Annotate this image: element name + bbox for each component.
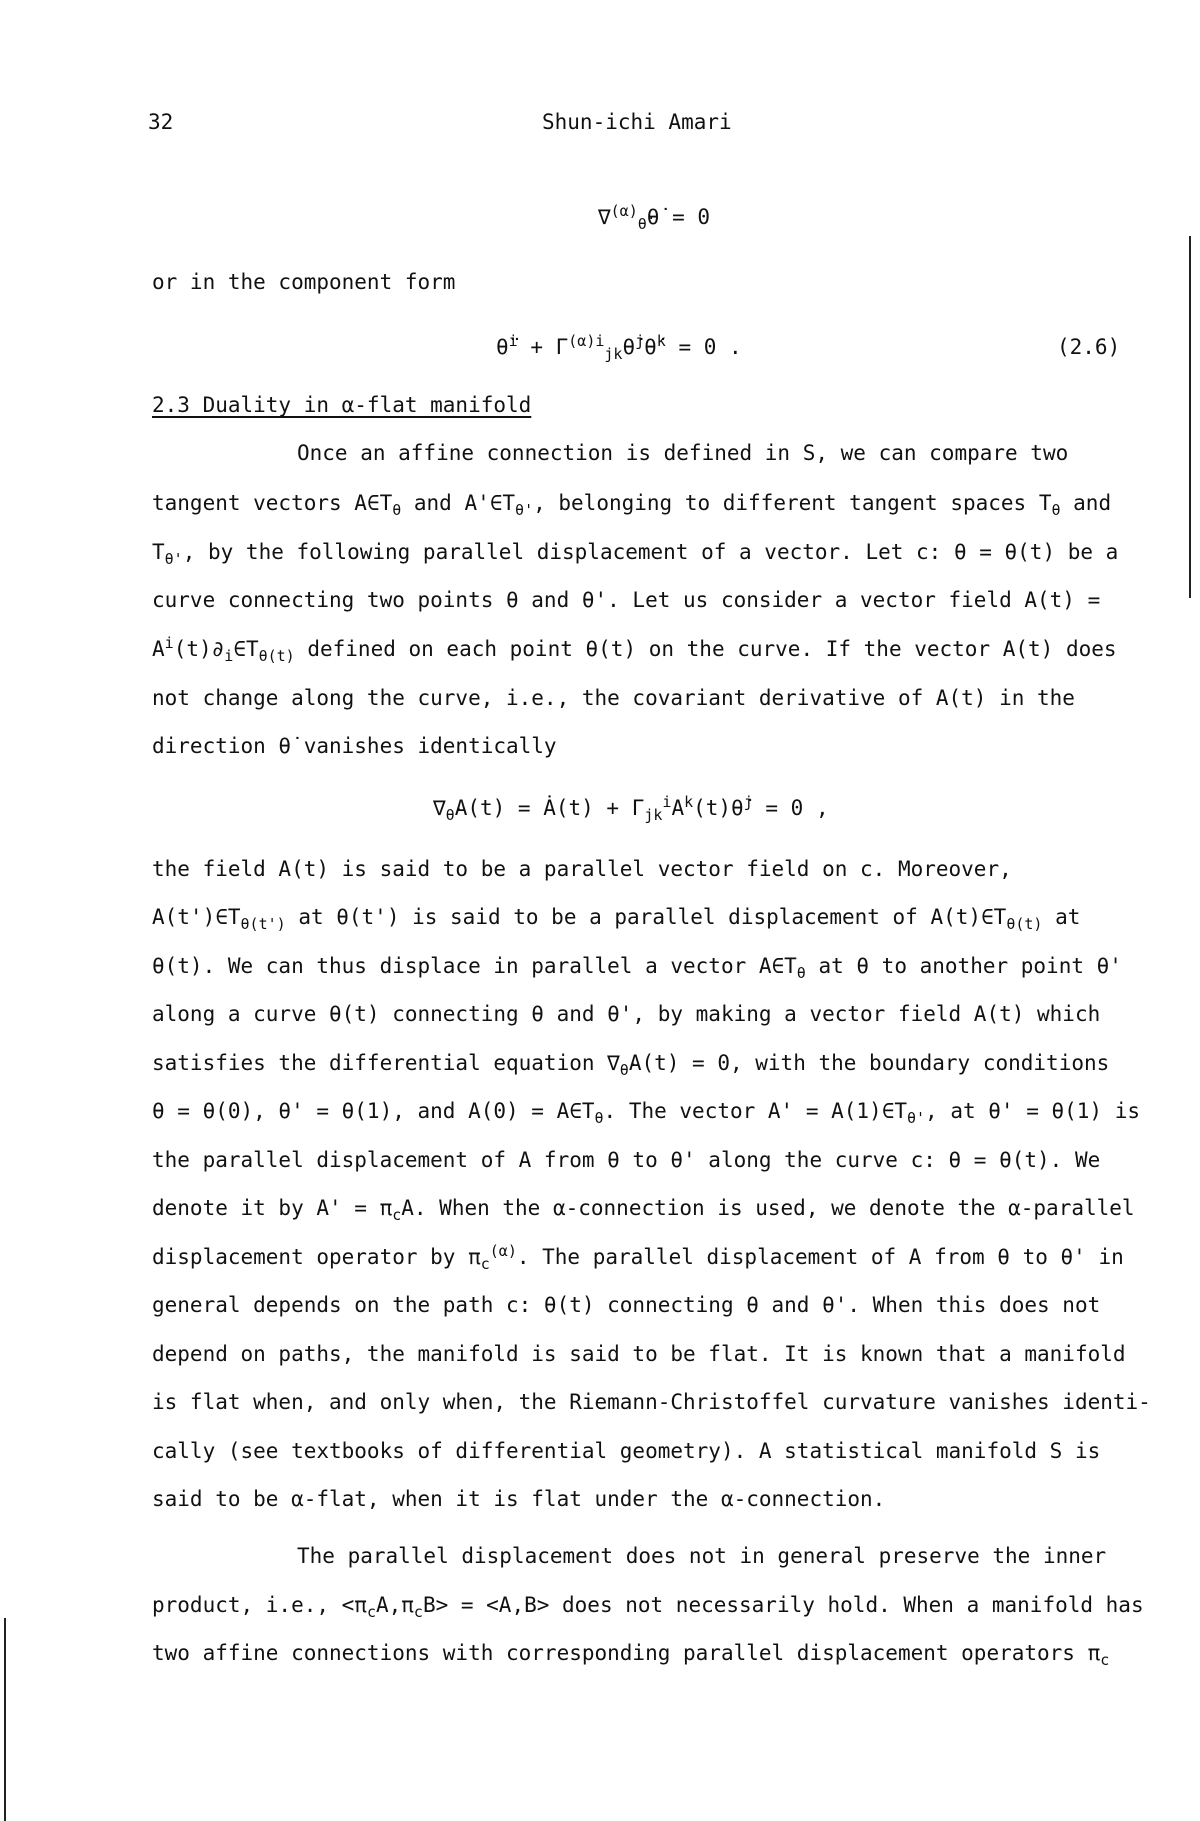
- text-sub: c: [480, 1255, 490, 1274]
- text-run: at θ to another point θ': [805, 954, 1122, 978]
- text-sub: θ': [164, 550, 183, 569]
- page-number: 32: [148, 110, 174, 134]
- p2-line-10: general depends on the path c: θ(t) connecting θ and θ'. When this does not: [152, 1293, 1101, 1317]
- eq-term: θ̇: [622, 335, 636, 359]
- p3-line-1: The parallel displacement does not in general preserve the inner: [297, 1544, 1107, 1568]
- text-run: θ(t). We can thus displace in parallel a vector A∈T: [152, 954, 797, 978]
- text-sub: θ: [1051, 501, 1061, 520]
- p1-line-2: [152, 491, 1112, 520]
- text-run: ∈T: [233, 637, 259, 661]
- section-heading: 2.3 Duality in α-flat manifold: [152, 393, 532, 417]
- text-sub: θ(t): [1006, 915, 1043, 934]
- text-run: and A'∈T: [401, 491, 516, 515]
- text-sub: θ': [515, 501, 534, 520]
- eq-rhs: θ̇ = 0: [646, 205, 710, 229]
- eq-sub: θ̇: [445, 806, 455, 825]
- p2-line-9: [152, 1242, 1124, 1274]
- eq-sup: (α)i: [568, 332, 605, 350]
- text-sub: θ̇: [619, 1061, 629, 1080]
- p2-line-3: [152, 954, 1122, 983]
- text-sup: i: [164, 634, 174, 652]
- eq-sup: j: [635, 332, 645, 350]
- text-component-form: or in the component form: [152, 270, 456, 294]
- p2-line-12: is flat when, and only when, the Riemann-Christoffel curvature vanishes identi-: [152, 1390, 1151, 1414]
- text-sub: θ(t'): [240, 915, 286, 934]
- p2-line-1: the field A(t) is said to be a parallel vector field on c. Moreover,: [152, 857, 1012, 881]
- eq-term: ∇: [433, 796, 446, 820]
- text-run: A. When the α-connection is used, we denote the α-parallel: [401, 1196, 1135, 1220]
- text-sub: c: [413, 1603, 423, 1622]
- p1-line-6: not change along the curve, i.e., the covariant derivative of A(t) in the: [152, 686, 1075, 710]
- text-run: (t)∂: [173, 637, 225, 661]
- text-run: at θ(t') is said to be a parallel displacement of A(t)∈T: [285, 905, 1007, 929]
- eq-term: A(t) = Ȧ(t) + Γ: [454, 796, 645, 820]
- text-run: T: [152, 540, 165, 564]
- text-sub: θ: [392, 501, 402, 520]
- p1-line-1: Once an affine connection is defined in S, we can compare two: [297, 441, 1069, 465]
- text-sub: θ': [906, 1109, 926, 1128]
- p1-line-4: curve connecting two points θ and θ'. Let us consider a vector field A(t) =: [152, 588, 1101, 612]
- text-run: tangent vectors A∈T: [152, 491, 393, 515]
- text-sub: θ: [796, 964, 806, 983]
- text-run: at: [1042, 905, 1081, 929]
- eq-term: θ̇: [644, 335, 657, 359]
- text-run: A(t')∈T: [152, 905, 241, 929]
- text-sub: c: [1100, 1651, 1110, 1670]
- text-run: θ = θ(0), θ' = θ(1), and A(0) = A∈T: [152, 1099, 595, 1123]
- eq-sup: i: [508, 332, 518, 350]
- text-run: . The vector A' = A(1)∈T: [603, 1099, 907, 1123]
- eq-sup: i: [662, 793, 672, 811]
- p2-line-13: cally (see textbooks of differential geometry). A statistical manifold S is: [152, 1439, 1101, 1463]
- p2-line-6: [152, 1099, 1140, 1128]
- text-sub: θ(t): [258, 647, 295, 666]
- p1-line-7: direction θ̇ vanishes identically: [152, 734, 557, 758]
- text-sub: i: [224, 647, 234, 666]
- text-run: , belonging to different tangent spaces T: [533, 491, 1052, 515]
- text-sub: c: [366, 1603, 376, 1622]
- text-sub: θ: [594, 1109, 604, 1128]
- eq-term: θ̈: [496, 335, 509, 359]
- text-run: A(t) = 0, with the boundary conditions: [628, 1051, 1110, 1075]
- equation-2-6: [496, 332, 742, 364]
- equation-covariant-derivative: [598, 202, 710, 234]
- eq-term: = 0 ,: [752, 796, 829, 820]
- p2-line-7: the parallel displacement of A from θ to θ' along the curve c: θ = θ(t). We: [152, 1148, 1101, 1172]
- text-run: denote it by A' = π: [152, 1196, 393, 1220]
- equation-number: (2.6): [1057, 335, 1121, 359]
- equation-parallel-field: [433, 793, 829, 825]
- scan-margin-line-left: [4, 1618, 6, 1821]
- text-run: A: [152, 637, 165, 661]
- p2-line-4: along a curve θ(t) connecting θ and θ', by making a vector field A(t) which: [152, 1002, 1101, 1026]
- text-run: A,π: [375, 1593, 414, 1617]
- eq-symbol: ∇: [598, 205, 611, 229]
- p1-line-3: [152, 540, 1119, 569]
- text-run: satisfies the differential equation ∇: [152, 1051, 620, 1075]
- p2-line-5: [152, 1051, 1110, 1080]
- eq-sup: k: [656, 332, 666, 350]
- eq-term: A: [671, 796, 685, 820]
- eq-sub: jk: [604, 345, 623, 364]
- text-run: product, i.e., <π: [152, 1593, 367, 1617]
- text-sub: c: [392, 1206, 402, 1225]
- p1-line-5: [152, 634, 1117, 666]
- p2-line-8: [152, 1196, 1135, 1225]
- eq-term: (t)θ̇: [693, 796, 744, 820]
- text-run: displacement operator by π: [152, 1245, 481, 1269]
- text-run: , at θ' = θ(1) is: [925, 1099, 1140, 1123]
- eq-term: = 0 .: [665, 335, 742, 359]
- p3-line-2: [152, 1593, 1144, 1622]
- eq-sup: (α): [610, 202, 638, 220]
- p3-line-3: [152, 1641, 1110, 1670]
- text-run: . The parallel displacement of A from θ to θ' in: [516, 1245, 1124, 1269]
- eq-sup: j: [743, 793, 753, 811]
- text-sup: (α): [489, 1242, 517, 1260]
- eq-term: + Γ: [517, 335, 569, 359]
- eq-sub: θ̇: [637, 215, 647, 234]
- text-run: , by the following parallel displacement of a vector. Let c: θ = θ(t) be a: [182, 540, 1119, 564]
- running-header-author: Shun-ichi Amari: [542, 110, 732, 134]
- p2-line-2: [152, 905, 1081, 934]
- scan-margin-line-right: [1189, 236, 1191, 598]
- text-run: and: [1060, 491, 1112, 515]
- eq-sup: k: [684, 793, 694, 811]
- p2-line-14: said to be α-flat, when it is flat under the α-connection.: [152, 1487, 886, 1511]
- text-run: B> = <A,B> does not necessarily hold. When a manifold has: [422, 1593, 1144, 1617]
- eq-sub: jk: [644, 806, 663, 825]
- text-run: defined on each point θ(t) on the curve. If the vector A(t) does: [294, 637, 1117, 661]
- text-run: two affine connections with corresponding parallel displacement operators π: [152, 1641, 1101, 1665]
- p2-line-11: depend on paths, the manifold is said to be flat. It is known that a manifold: [152, 1342, 1126, 1366]
